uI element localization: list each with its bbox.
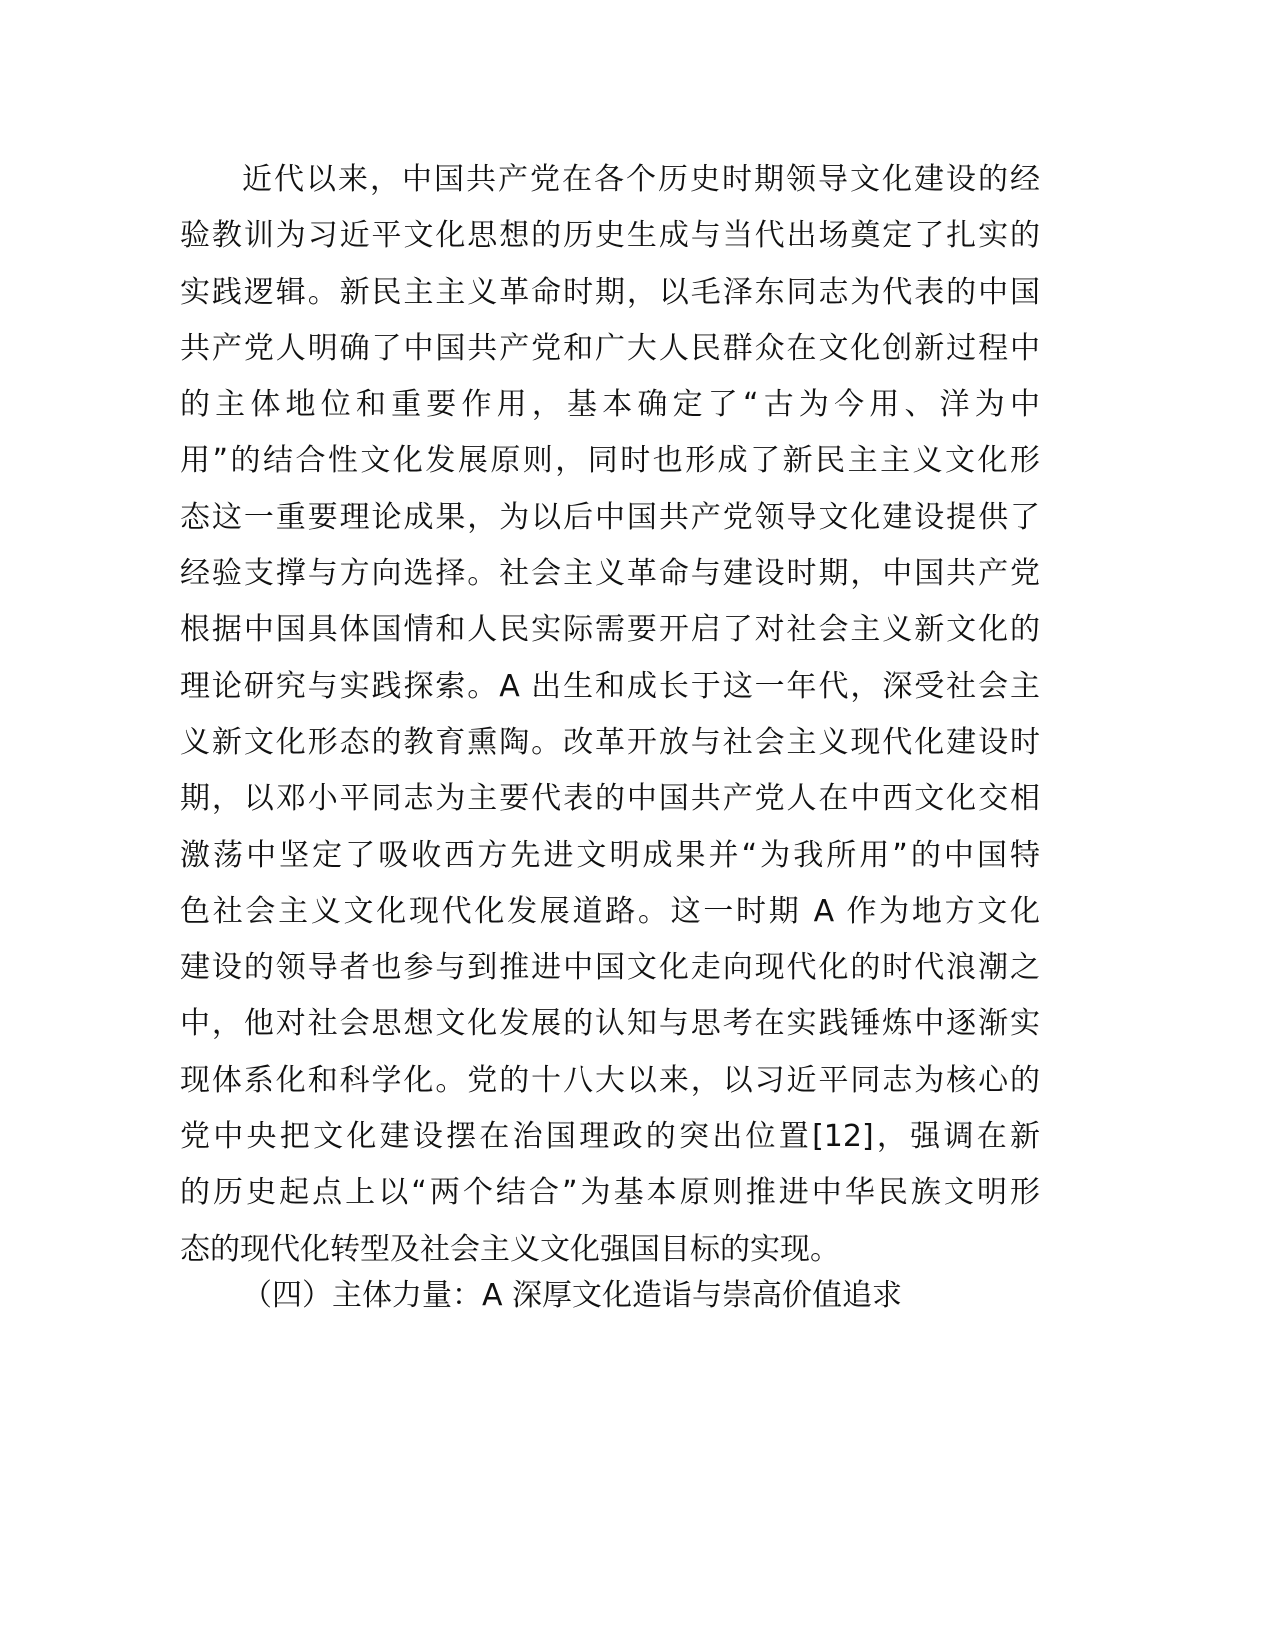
paragraph-line: 共产党人明确了中国共产党和广大人民群众在文化创新过程中 bbox=[180, 330, 1040, 366]
paragraph-line: 中，他对社会思想文化发展的认知与思考在实践锤炼中逐渐实 bbox=[180, 1006, 1040, 1042]
paragraph-line: 用”的结合性文化发展原则，同时也形成了新民主主义文化形 bbox=[180, 443, 1040, 479]
paragraph-line: 的主体地位和重要作用，基本确定了“古为今用、洋为中 bbox=[180, 387, 1040, 423]
paragraph-line: 色社会主义文化现代化发展道路。这一时期 A 作为地方文化 bbox=[180, 893, 1040, 929]
paragraph-line: 态的现代化转型及社会主义文化强国目标的实现。 bbox=[180, 1231, 840, 1267]
paragraph-line: 的历史起点上以“两个结合”为基本原则推进中华民族文明形 bbox=[180, 1175, 1040, 1211]
paragraph-line: 态这一重要理论成果，为以后中国共产党领导文化建设提供了 bbox=[180, 499, 1040, 535]
paragraph-line: 验教训为习近平文化思想的历史生成与当代出场奠定了扎实的 bbox=[180, 218, 1040, 254]
paragraph-line: 根据中国具体国情和人民实际需要开启了对社会主义新文化的 bbox=[180, 612, 1040, 648]
paragraph-line: 义新文化形态的教育熏陶。改革开放与社会主义现代化建设时 bbox=[180, 724, 1040, 760]
paragraph-line: 经验支撑与方向选择。社会主义革命与建设时期，中国共产党 bbox=[180, 556, 1040, 592]
body-paragraph bbox=[180, 152, 1040, 1278]
paragraph-line: 近代以来，中国共产党在各个历史时期领导文化建设的经 bbox=[242, 162, 1040, 197]
paragraph-line: 建设的领导者也参与到推进中国文化走向现代化的时代浪潮之 bbox=[180, 950, 1040, 986]
paragraph-line: 实践逻辑。新民主主义革命时期，以毛泽东同志为代表的中国 bbox=[180, 274, 1040, 310]
paragraph-line: 理论研究与实践探索。A 出生和成长于这一年代，深受社会主 bbox=[180, 668, 1040, 704]
paragraph-line: 期，以邓小平同志为主要代表的中国共产党人在中西文化交相 bbox=[180, 781, 1040, 817]
section-heading: （四）主体力量：A 深厚文化造诣与崇高价值追求 bbox=[242, 1278, 903, 1313]
paragraph-line: 党中央把文化建设摆在治国理政的突出位置[12]，强调在新 bbox=[180, 1119, 1040, 1155]
paragraph-line: 激荡中坚定了吸收西方先进文明成果并“为我所用”的中国特 bbox=[180, 837, 1040, 873]
paragraph-line: 现体系化和科学化。党的十八大以来，以习近平同志为核心的 bbox=[180, 1062, 1040, 1098]
